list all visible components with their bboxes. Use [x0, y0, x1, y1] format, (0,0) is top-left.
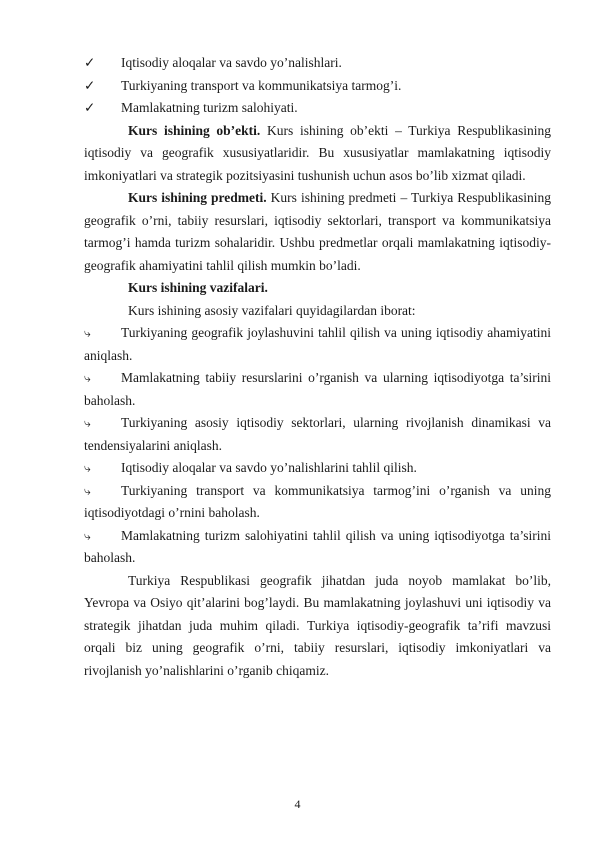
checkmark-icon: ✓: [84, 55, 96, 70]
checklist-item: [84, 75, 551, 98]
tasks-intro: Kurs ishining asosiy vazifalari quyidagilardan iborat:: [128, 302, 416, 318]
object-paragraph: [84, 120, 551, 188]
curved-arrow-icon: ⤷: [84, 416, 91, 430]
checklist-text: Turkiyaning transport va kommunikatsiya tarmog’i.: [121, 77, 402, 93]
task-text: Turkiyaning transport va kommunikatsiya tarmog’ini o’rganish va uning iqtisodiyotdagi o’rnini baholash.: [84, 482, 551, 520]
task-item: [84, 457, 551, 480]
subject-label: Kurs ishining predmeti.: [128, 190, 267, 205]
task-item: [84, 480, 551, 525]
curved-arrow-icon: ⤷: [84, 326, 91, 340]
checklist-item: [84, 52, 551, 75]
curved-arrow-icon: ⤷: [84, 483, 91, 498]
checkmark-icon: ✓: [84, 77, 96, 93]
task-item: [84, 525, 551, 570]
curved-arrow-icon: ⤷: [84, 371, 91, 385]
task-item: [84, 322, 551, 367]
task-text: Turkiyaning asosiy iqtisodiy sektorlari, ularning rivojlanish dinamikasi va tendensiyalarini aniqlash.: [84, 415, 551, 453]
subject-paragraph: [84, 187, 551, 277]
task-text: Turkiyaning geografik joylashuvini tahlil qilish va uning iqtisodiy ahamiyatini aniqlash.: [84, 325, 551, 363]
checklist-item: [84, 97, 551, 120]
object-label: Kurs ishining ob’ekti.: [128, 122, 261, 138]
conclusion-paragraph: Turkiya Respublikasi geografik jihatdan juda noyob mamlakat bo’lib, Yevropa va Osiyo qit’alarini bog’laydi. Bu mamlakatning joylashuvi uni iqtisodiy va strategik jihatdan juda muhim qiladi. Turkiya iqtisodiy-geografik ta’rifi mavzusi orqali biz uning geografik o’rni, tabiiy resurslari, iqtisodiy imkoniyatlari va rivojlanish yo’nalishlarini o’rganib chiqamiz.: [84, 572, 551, 678]
task-text: Mamlakatning turizm salohiyatini tahlil qilish va uning iqtisodiyotga ta’sirini baholash.: [84, 527, 551, 565]
task-text: Iqtisodiy aloqalar va savdo yo’nalishlarini tahlil qilish.: [121, 460, 417, 475]
document-page: [84, 52, 551, 682]
task-text: Mamlakatning tabiiy resurslarini o’rganish va ularning iqtisodiyotga ta’sirini baholash.: [84, 370, 551, 408]
object-text: Kurs ishining ob’ekti – Turkiya Respublikasining iqtisodiy va geografik xususiyatlaridir. Bu xususiyatlar mamlakatning iqtisodiy imkoniyatlari va strategik pozitsiyasini tushunish uchun asos bo’lib xizmat qiladi.: [84, 122, 551, 183]
page-number: 4: [294, 797, 301, 811]
checklist-text: Iqtisodiy aloqalar va savdo yo’nalishlari.: [121, 55, 342, 70]
task-item: [84, 367, 551, 412]
checklist-text: Mamlakatning turizm salohiyati.: [121, 100, 298, 115]
tasks-heading: Kurs ishining vazifalari.: [128, 280, 268, 295]
checkmark-icon: ✓: [84, 100, 96, 115]
task-item: [84, 412, 551, 457]
curved-arrow-icon: ⤷: [84, 528, 91, 543]
subject-text: Kurs ishining predmeti – Turkiya Respublikasining geografik o’rni, tabiiy resurslari, iqtisodiy sektorlari, transport va kommunikatsiya tarmog’i hamda turizm sohalaridir. Ushbu predmetlar orqali mamlakatning iqtisodiy-geografik ahamiyatini tahlil qilish mumkin bo’ladi.: [84, 190, 551, 273]
curved-arrow-icon: ⤷: [84, 461, 91, 475]
